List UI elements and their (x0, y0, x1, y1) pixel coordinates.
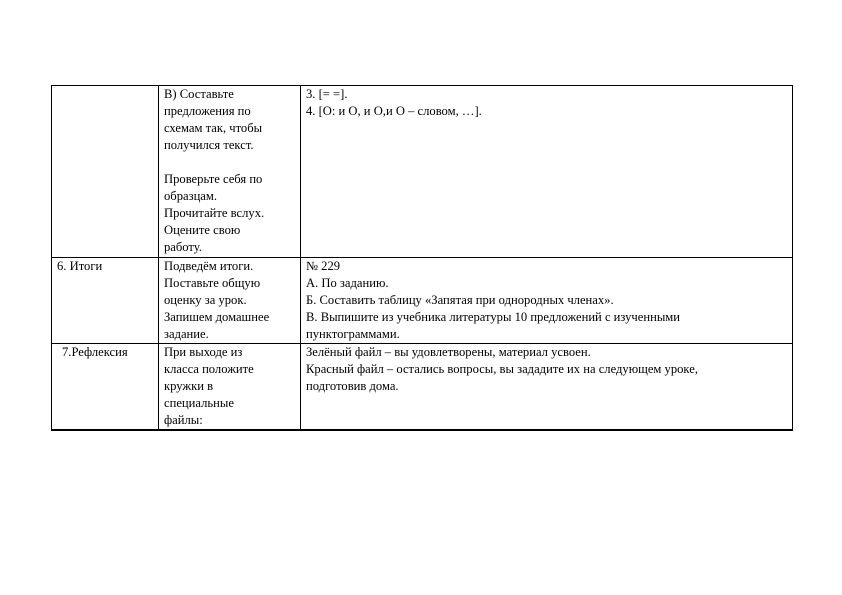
stage-cell (52, 86, 159, 258)
activity-line: оценку за урок. (164, 293, 247, 307)
content-line: 4. [О: и О, и О,и О – словом, …]. (306, 104, 482, 118)
table-row (52, 86, 793, 258)
activity-line: Проверьте себя по (164, 172, 263, 186)
activity-cell (159, 86, 301, 258)
content-cell (301, 258, 793, 344)
content-line: Красный файл – остались вопросы, вы зададите их на следующем уроке, (306, 362, 698, 376)
activity-line: В) Составьте (164, 87, 234, 101)
content-line: В. Выпишите из учебника литературы 10 предложений с изученными (306, 310, 680, 324)
activity-line: Поставьте общую (164, 276, 261, 290)
activity-line: При выходе из (164, 345, 243, 359)
activity-line: Оцените свою (164, 223, 241, 237)
content-line: подготовив дома. (306, 379, 399, 393)
activity-cell (159, 344, 301, 431)
activity-line: Прочитайте вслух. (164, 206, 265, 220)
stage-label: 6. Итоги (57, 259, 103, 273)
activity-line: файлы: (164, 413, 203, 427)
activity-line: работу. (164, 240, 202, 254)
content-line: Б. Составить таблицу «Запятая при однородных членах». (306, 293, 614, 307)
table-row (52, 258, 793, 344)
activity-line: кружки в (164, 379, 214, 393)
content-line: № 229 (306, 259, 341, 273)
activity-line: образцам. (164, 189, 218, 203)
stage-cell (52, 258, 159, 344)
activity-cell (159, 258, 301, 344)
content-line: Зелёный файл – вы удовлетворены, материал усвоен. (306, 345, 591, 359)
activity-line: предложения по (164, 104, 251, 118)
activity-line: класса положите (164, 362, 254, 376)
stage-label: 7.Рефлексия (62, 345, 128, 359)
paragraph-gap (164, 154, 296, 171)
activity-line: Запишем домашнее (164, 310, 270, 324)
activity-line: получился текст. (164, 138, 254, 152)
content-line: 3. [= =]. (306, 87, 348, 101)
lesson-plan-table (51, 85, 793, 431)
activity-line: схемам так, чтобы (164, 121, 263, 135)
content-cell (301, 86, 793, 258)
content-line: А. По заданию. (306, 276, 389, 290)
activity-line: Подведём итоги. (164, 259, 254, 273)
content-cell (301, 344, 793, 431)
activity-line: специальные (164, 396, 234, 410)
content-line: пунктограммами. (306, 327, 400, 341)
stage-cell (52, 344, 159, 431)
table-row (52, 344, 793, 431)
activity-line: задание. (164, 327, 209, 341)
